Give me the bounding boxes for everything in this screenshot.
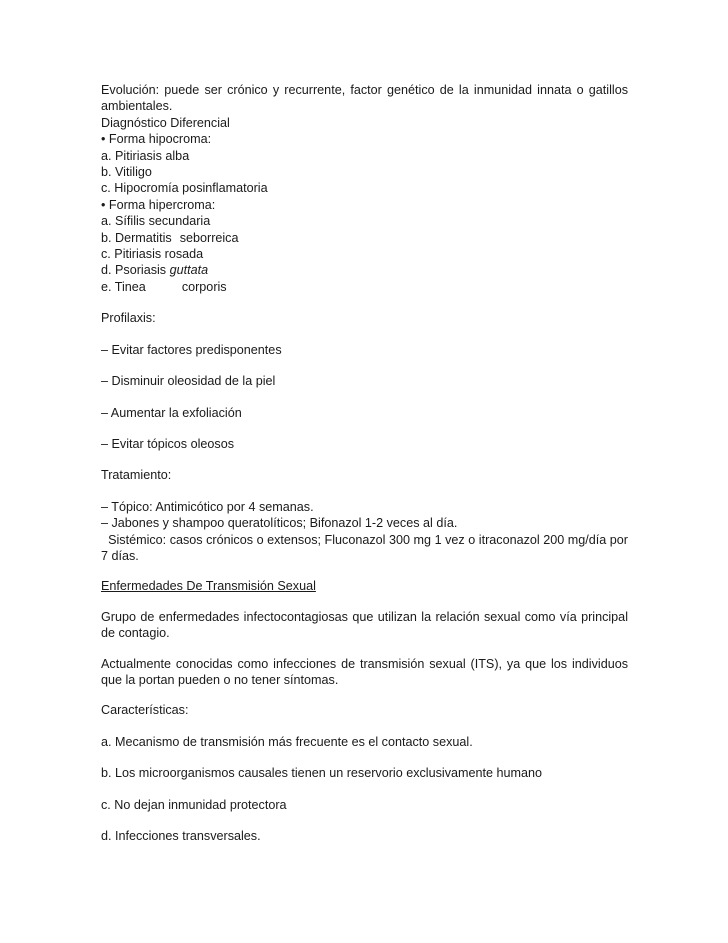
caracteristica-item: b. Los microorganismos causales tienen un reservorio exclusivamente humano xyxy=(101,766,543,781)
dd-hipo-item: a. Pitiriasis alba xyxy=(101,148,190,163)
tratamiento-sistemico: Sistémico: casos crónicos o extensos; Fluconazol 300 mg 1 vez o itraconazol 200 mg/día por 7 días. xyxy=(101,532,632,563)
profilaxis-item: ‒ Aumentar la exfoliación xyxy=(101,405,242,420)
ets-paragraph-2: Actualmente conocidas como infecciones de transmisión sexual (ITS), ya que los individuos que la portan pueden o no tener síntomas. xyxy=(101,656,628,687)
document-page xyxy=(101,82,632,844)
tratamiento-title: Tratamiento: xyxy=(101,468,172,483)
dd-hiper-item: c. Pitiriasis rosada xyxy=(101,247,204,262)
dd-hiper-item xyxy=(101,230,628,246)
profilaxis-item: ‒ Evitar factores predisponentes xyxy=(101,342,282,357)
dd-hiper-b-part2: seborreica xyxy=(179,230,239,245)
ets-paragraph-1: Grupo de enfermedades infectocontagiosas que utilizan la relación sexual como vía principal de contagio. xyxy=(101,609,628,641)
dd-hiper-d-part1: d. Psoriasis xyxy=(101,263,170,278)
tratamiento-topico: ‒ Tópico: Antimicótico por 4 semanas. xyxy=(101,499,314,514)
dd-hiper-item xyxy=(101,279,628,295)
dd-hiper-item xyxy=(101,262,628,278)
dd-hipo-item: c. Hipocromía posinflamatoria xyxy=(101,181,268,196)
caracteristica-item: a. Mecanismo de transmisión más frecuente es el contacto sexual. xyxy=(101,734,473,749)
caracteristicas-title: Características: xyxy=(101,703,189,718)
dd-hiper-item: a. Sífilis secundaria xyxy=(101,214,211,229)
dd-hiper-e-part2: corporis xyxy=(181,279,227,294)
dd-hiper-b-part1: b. Dermatitis xyxy=(101,230,172,245)
dd-hiper-e-part1: e. Tinea xyxy=(101,279,146,294)
profilaxis-item: ‒ Disminuir oleosidad de la piel xyxy=(101,374,276,389)
dd-hiper-title: • Forma hipercroma: xyxy=(101,197,216,212)
dd-hipo-item: b. Vitiligo xyxy=(101,165,152,180)
evolucion-paragraph: Evolución: puede ser crónico y recurrente, factor genético de la inmunidad innata o gatillos ambientales. xyxy=(101,83,628,114)
caracteristica-item: d. Infecciones transversales. xyxy=(101,829,261,843)
profilaxis-item: ‒ Evitar tópicos oleosos xyxy=(101,436,235,451)
tratamiento-jabones: ‒ Jabones y shampoo queratolíticos; Bifonazol 1-2 veces al día. xyxy=(101,516,458,531)
dd-hipo-title: • Forma hipocroma: xyxy=(101,132,212,147)
dd-title: Diagnóstico Diferencial xyxy=(101,115,230,130)
dd-hiper-d-italic: guttata xyxy=(169,263,209,278)
profilaxis-title: Profilaxis: xyxy=(101,311,156,326)
ets-title: Enfermedades De Transmisión Sexual xyxy=(101,579,316,594)
caracteristica-item: c. No dejan inmunidad protectora xyxy=(101,797,287,812)
